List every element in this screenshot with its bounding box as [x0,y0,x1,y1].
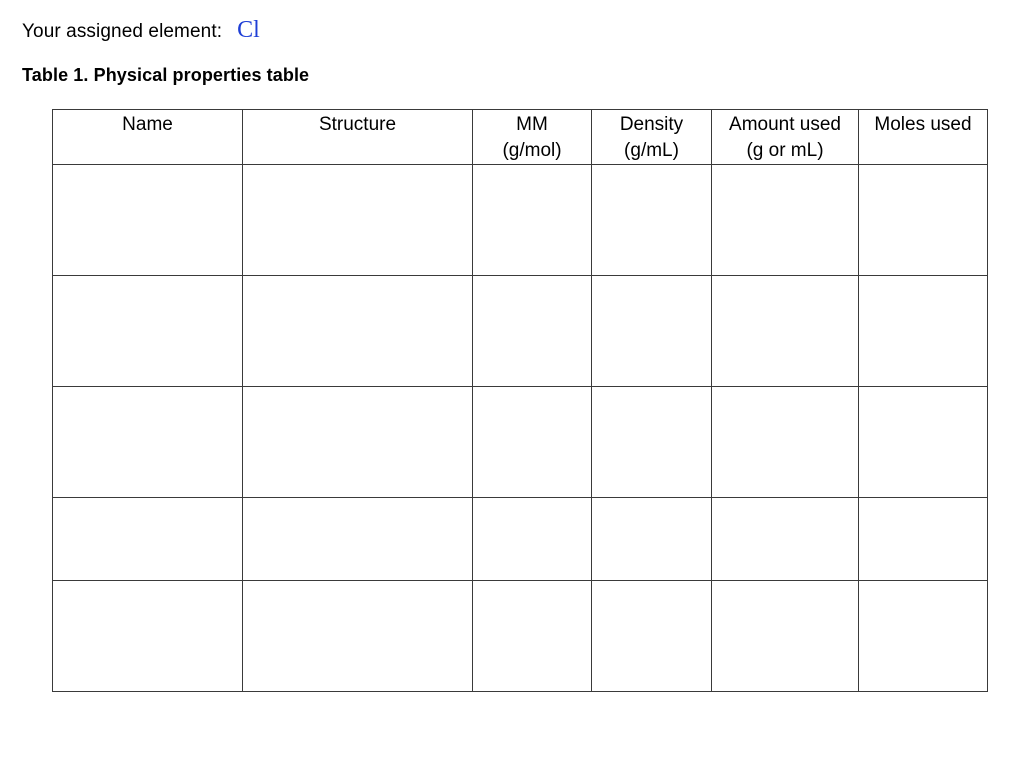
table-caption: Table 1. Physical properties table [22,65,310,85]
table-cell-name[interactable] [53,498,243,581]
table-cell-amount-used[interactable] [712,276,859,387]
assigned-element-value: Cl [237,17,260,43]
column-header-density [592,110,712,165]
table-cell-structure[interactable] [243,387,473,498]
table-header-row [53,110,988,165]
column-header-label: Density [619,114,684,135]
table-cell-density[interactable] [592,276,712,387]
column-header-mm [473,110,592,165]
column-header-unit: (g/mL) [624,140,679,161]
assigned-element-line [22,17,260,47]
table-cell-moles-used[interactable] [859,581,988,692]
table-cell-density[interactable] [592,581,712,692]
table-cell-amount-used[interactable] [712,581,859,692]
table-cell-density[interactable] [592,498,712,581]
column-header-label: Name [122,114,173,135]
table-cell-mm[interactable] [473,276,592,387]
physical-properties-table [52,109,988,692]
table-cell-name[interactable] [53,387,243,498]
table-cell-moles-used[interactable] [859,276,988,387]
table-cell-structure[interactable] [243,165,473,276]
table-cell-mm[interactable] [473,581,592,692]
table-cell-name[interactable] [53,581,243,692]
table-cell-density[interactable] [592,165,712,276]
table-cell-moles-used[interactable] [859,165,988,276]
table-cell-name[interactable] [53,276,243,387]
table-row [53,581,988,692]
table-cell-mm[interactable] [473,387,592,498]
table-cell-name[interactable] [53,165,243,276]
table-cell-moles-used[interactable] [859,387,988,498]
table-cell-structure[interactable] [243,276,473,387]
column-header-label: MM [516,114,548,135]
table-row [53,165,988,276]
table-cell-amount-used[interactable] [712,165,859,276]
table-cell-amount-used[interactable] [712,498,859,581]
table-row [53,276,988,387]
column-header-structure [243,110,473,165]
table-cell-mm[interactable] [473,165,592,276]
table-row [53,498,988,581]
table-cell-structure[interactable] [243,581,473,692]
column-header-unit: (g/mol) [502,140,562,161]
column-header-label: Amount used [729,114,841,135]
table-cell-mm[interactable] [473,498,592,581]
table-cell-moles-used[interactable] [859,498,988,581]
column-header-label: Structure [318,114,397,135]
table-cell-density[interactable] [592,387,712,498]
table-row [53,387,988,498]
column-header-label: Moles used [874,114,972,135]
column-header-unit: (g or mL) [746,140,824,161]
column-header-moles-used [859,110,988,165]
column-header-amount-used [712,110,859,165]
assigned-element-label: Your assigned element: [22,21,223,42]
table-cell-amount-used[interactable] [712,387,859,498]
column-header-name [53,110,243,165]
table-cell-structure[interactable] [243,498,473,581]
